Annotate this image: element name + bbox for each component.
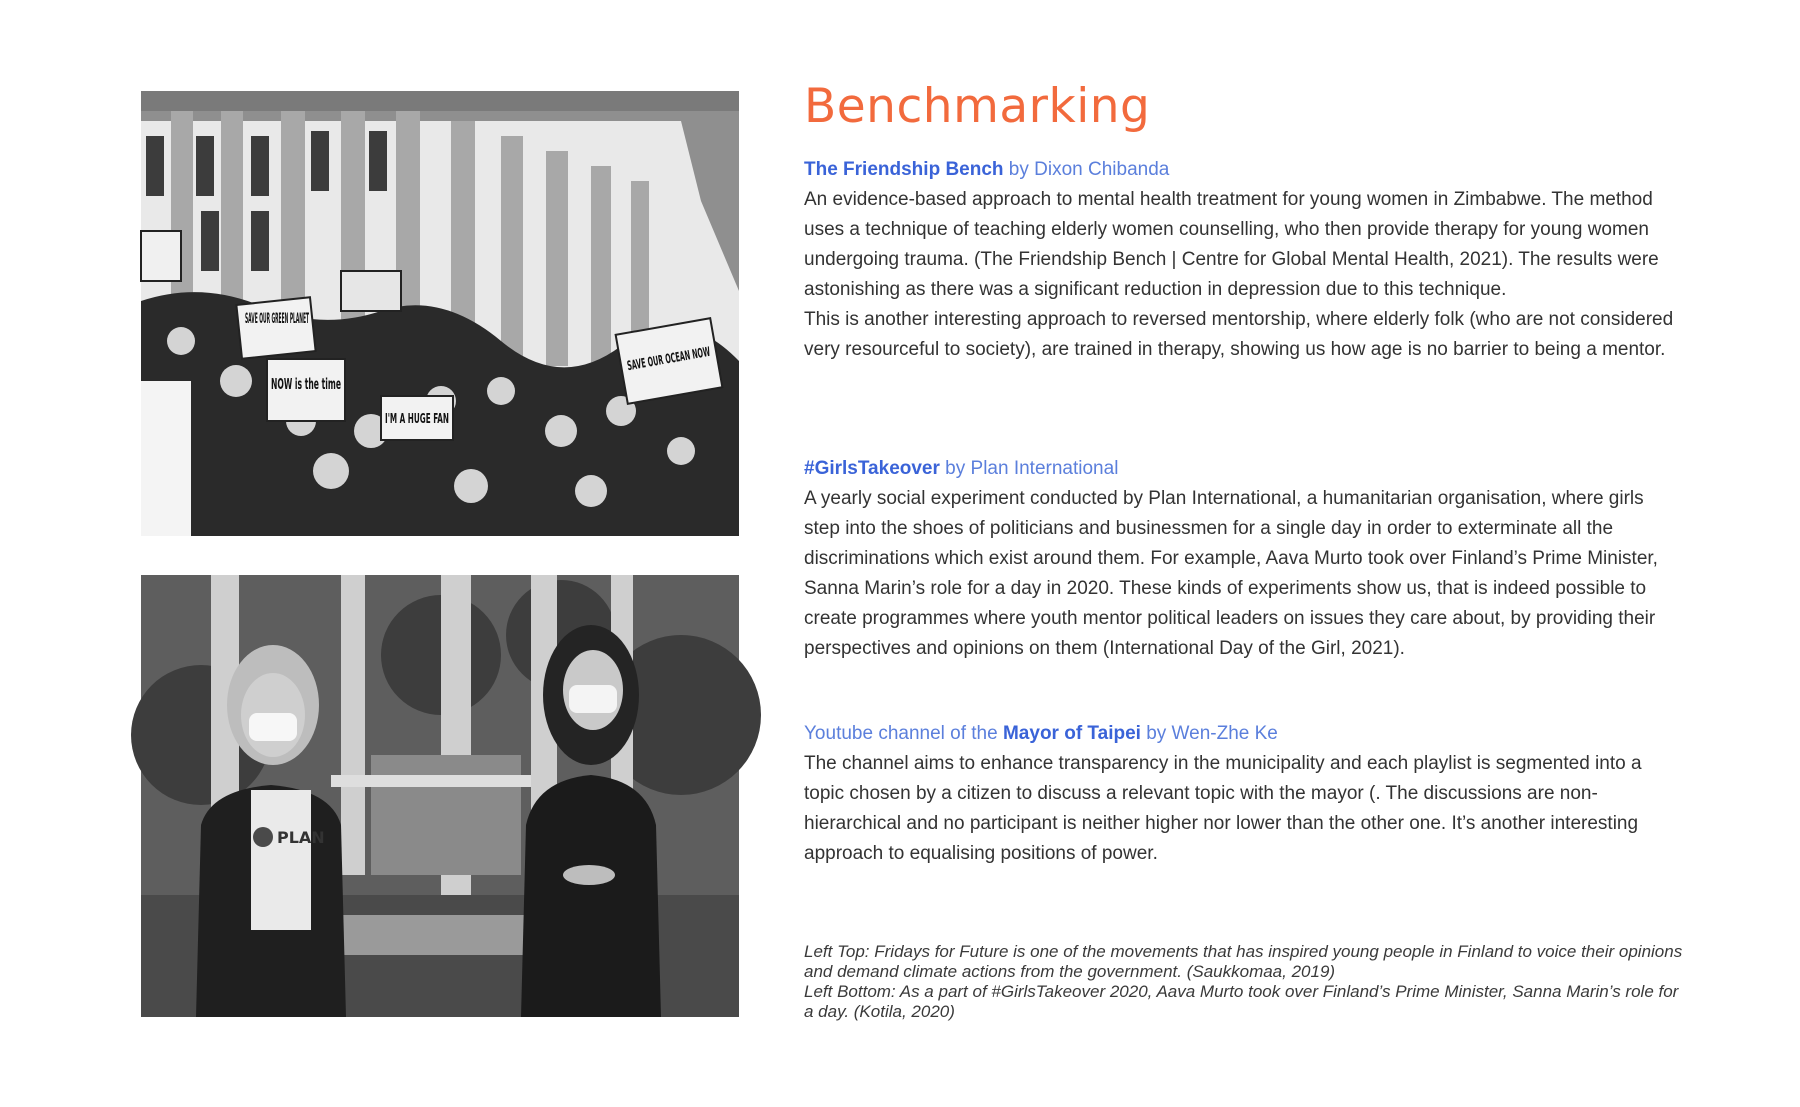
benchmarking-content <box>804 78 1684 1021</box>
section-heading <box>804 454 1684 484</box>
section-friendship-bench <box>804 155 1684 365</box>
heading-author: by Dixon Chibanda <box>1003 159 1170 180</box>
heading-author: by Plan International <box>939 458 1119 479</box>
section-heading <box>804 719 1684 749</box>
sign-save-our-green: SAVE OUR GREEN PLANET <box>245 311 310 327</box>
caption-top-photo: Left Top: Fridays for Future is one of the movements that has inspired young people in Finland to voice their opinions and demand climate actions from the government. (Saukkomaa, 2019) <box>804 942 1683 981</box>
girls-takeover-photo <box>141 575 739 1017</box>
girls-takeover-link[interactable]: #GirlsTakeover <box>804 458 940 479</box>
paragraph: A yearly social experiment conducted by Plan International, a humanitarian organisation, where girls step into the shoes of politicians and businessmen for a single day in order to exterminate all the discriminations which exist around them. For example, Aava Murto took over Finland’s Prime Minister, Sanna Marin’s role for a day in 2020. These kinds of experiments show us, that is indeed possible to create programmes where youth mentor political leaders on issues they care about, by providing their perspectives and opinions on them (International Day of the Girl, 2021). <box>804 488 1658 659</box>
paragraph: This is another interesting approach to reversed mentorship, where elderly folk (who are not considered very resourceful to society), are trained in therapy, showing us how age is no barrier to being a mentor. <box>804 309 1674 360</box>
section-mayor-of-taipei <box>804 719 1684 869</box>
mayor-of-taipei-link[interactable]: Mayor of Taipei <box>1002 723 1141 744</box>
paragraph: An evidence-based approach to mental health treatment for young women in Zimbabwe. The method uses a technique of teaching elderly women counselling, who then provide therapy for young women undergoing trauma. (The Friendship Bench | Centre for Global Mental Health, 2021). The results were astonishing as there was a significant reduction in depression due to this technique. <box>804 189 1659 300</box>
heading-author: by Wen-Zhe Ke <box>1140 723 1278 744</box>
caption-bottom-photo: Left Bottom: As a part of #GirlsTakeover 2020, Aava Murto took over Finland’s Prime Minister, Sanna Marin’s role for a day. (Kotila, 2020) <box>804 982 1679 1021</box>
shirt-logo-text: PLAN <box>277 828 325 847</box>
heading-prefix: Youtube channel of the <box>804 723 1003 744</box>
sign-now-is-the-time: NOW is the time <box>271 375 341 393</box>
friendship-bench-link[interactable]: The Friendship Bench <box>804 159 1004 180</box>
sign-huge-fan: I'M A HUGE FAN <box>385 412 449 427</box>
section-girls-takeover <box>804 454 1684 664</box>
page-title: Benchmarking <box>804 79 1151 134</box>
section-heading <box>804 155 1684 185</box>
photo-captions <box>804 942 1684 1022</box>
paragraph: The channel aims to enhance transparency in the municipality and each playlist is segmented into a topic chosen by a citizen to discuss a relevant topic with the mayor (. The discussions are non-hierarchical and no participant is neither higher nor lower than the other one. It’s another interesting approach to equalising positions of power. <box>804 753 1642 864</box>
protest-photo <box>141 91 739 536</box>
